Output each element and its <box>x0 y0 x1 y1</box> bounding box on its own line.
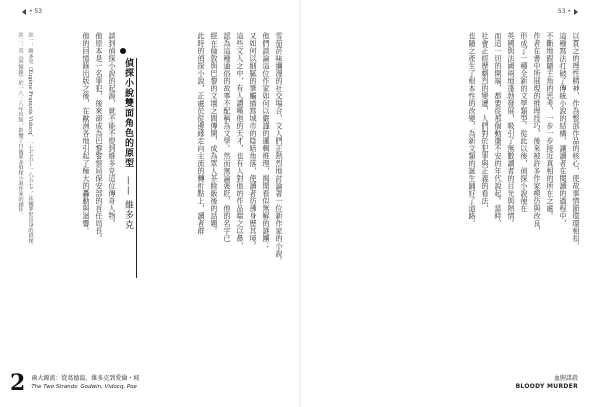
text-column: 又如何以細膩的筆觸描寫城市的陰暗角落，使讀者彷彿身歷其境。 <box>249 32 258 250</box>
section-body-text <box>78 32 118 332</box>
text-column: 這種寫法打破了傳統小說的結構，讓讀者在閱讀的過程中， <box>559 32 568 227</box>
right-page-number: 53 • <box>558 8 578 15</box>
text-column: 形成了一種全新的文學類型。從此以後，偵探小說便在 <box>520 32 529 212</box>
text-column: 認為這種通俗的故事不配稱為文學。然而無論褒貶，他的名字已 <box>223 32 232 242</box>
book-title-zh: 血腥謀殺 <box>553 375 578 382</box>
text-column: 此時的偵探小說，正處於從邊緣走向主流的轉折點上，讀者群 <box>197 32 206 235</box>
left-body-text <box>150 32 285 332</box>
text-column: 以貫之的理性精神，作為整部作品的核心，使故事情節環環相扣。 <box>572 32 581 250</box>
footnote: 註二：其《回憶錄》於一八二八年出版，影響了日後眾多偵探小說作家的創作。 <box>17 32 23 218</box>
chapter-title-zh: 兩大源流：從葛德溫、維多克到愛倫・坡 <box>31 375 140 382</box>
text-column: 經在倫敦與巴黎的文壇之間傳開，成為眾人茶餘飯後的話題。 <box>210 32 219 235</box>
text-column: 作者在書中所展現的推理技巧，後來被許多作家模仿與改良， <box>533 32 542 235</box>
text-column: 社會正經歷劇烈的變遷，人們對於犯罪與正義的看法， <box>481 32 490 212</box>
right-page <box>300 0 600 407</box>
triangle-left-icon <box>22 9 26 15</box>
text-column: 他原本是一名罪犯，後來卻成為巴黎警察局保安部的首任局長。 <box>95 32 104 242</box>
text-column: 談到偵探小說的起源，就不能不提到維多克這位傳奇人物。 <box>108 32 117 227</box>
text-column: 這些文人之中，有人讚嘆他的天才，也有人對他的作品嗤之以鼻， <box>236 32 245 250</box>
footnotes <box>16 32 34 332</box>
right-running-footer <box>516 375 578 391</box>
text-column: 不斷地跟隨主角的思考，一步一步接近真相的所在之處。 <box>546 32 555 220</box>
section-divider <box>136 58 137 278</box>
left-running-footer <box>10 370 140 396</box>
text-column: 英國與法國兩地蓬勃發展，吸引了無數讀者的目光與熱情。 <box>507 32 516 227</box>
right-body-text <box>317 32 582 332</box>
triangle-right-icon <box>574 9 578 15</box>
text-column: 他們談論這位作家如何以嚴謹的邏輯推理，揭開看似無解的謎團； <box>262 32 271 250</box>
text-column: 雪茄菸味瀰漫的社交場合，文人們正熱烈地討論著一位新作家的小說。 <box>275 32 284 265</box>
left-page-number: • 53 <box>22 8 42 15</box>
text-column: 也隨之產生了根本性的改變，為新文類的誕生鋪好了道路。 <box>468 32 477 227</box>
chapter-title-en: The Two Strands: Godwin, Vidocq, Poe <box>31 384 137 390</box>
book-title-en: BLOODY MURDER <box>515 383 578 390</box>
text-column: 他的回憶錄出版之後，在歐洲各地引起了極大的轟動與迴響。 <box>82 32 91 235</box>
chapter-number: 2 <box>10 370 26 396</box>
footnote: 註一：維多克（Eugène François Vidocq，一七七五—一八五七），法國罪犯出身的偵探。 <box>27 32 33 249</box>
section-bullet-icon <box>120 48 126 54</box>
text-column: 而這一切的開端，都要從那個動盪不安的年代說起。當時， <box>494 32 503 227</box>
section-heading: 偵探小說雙面角色的原型—— 維多克 <box>123 58 133 230</box>
